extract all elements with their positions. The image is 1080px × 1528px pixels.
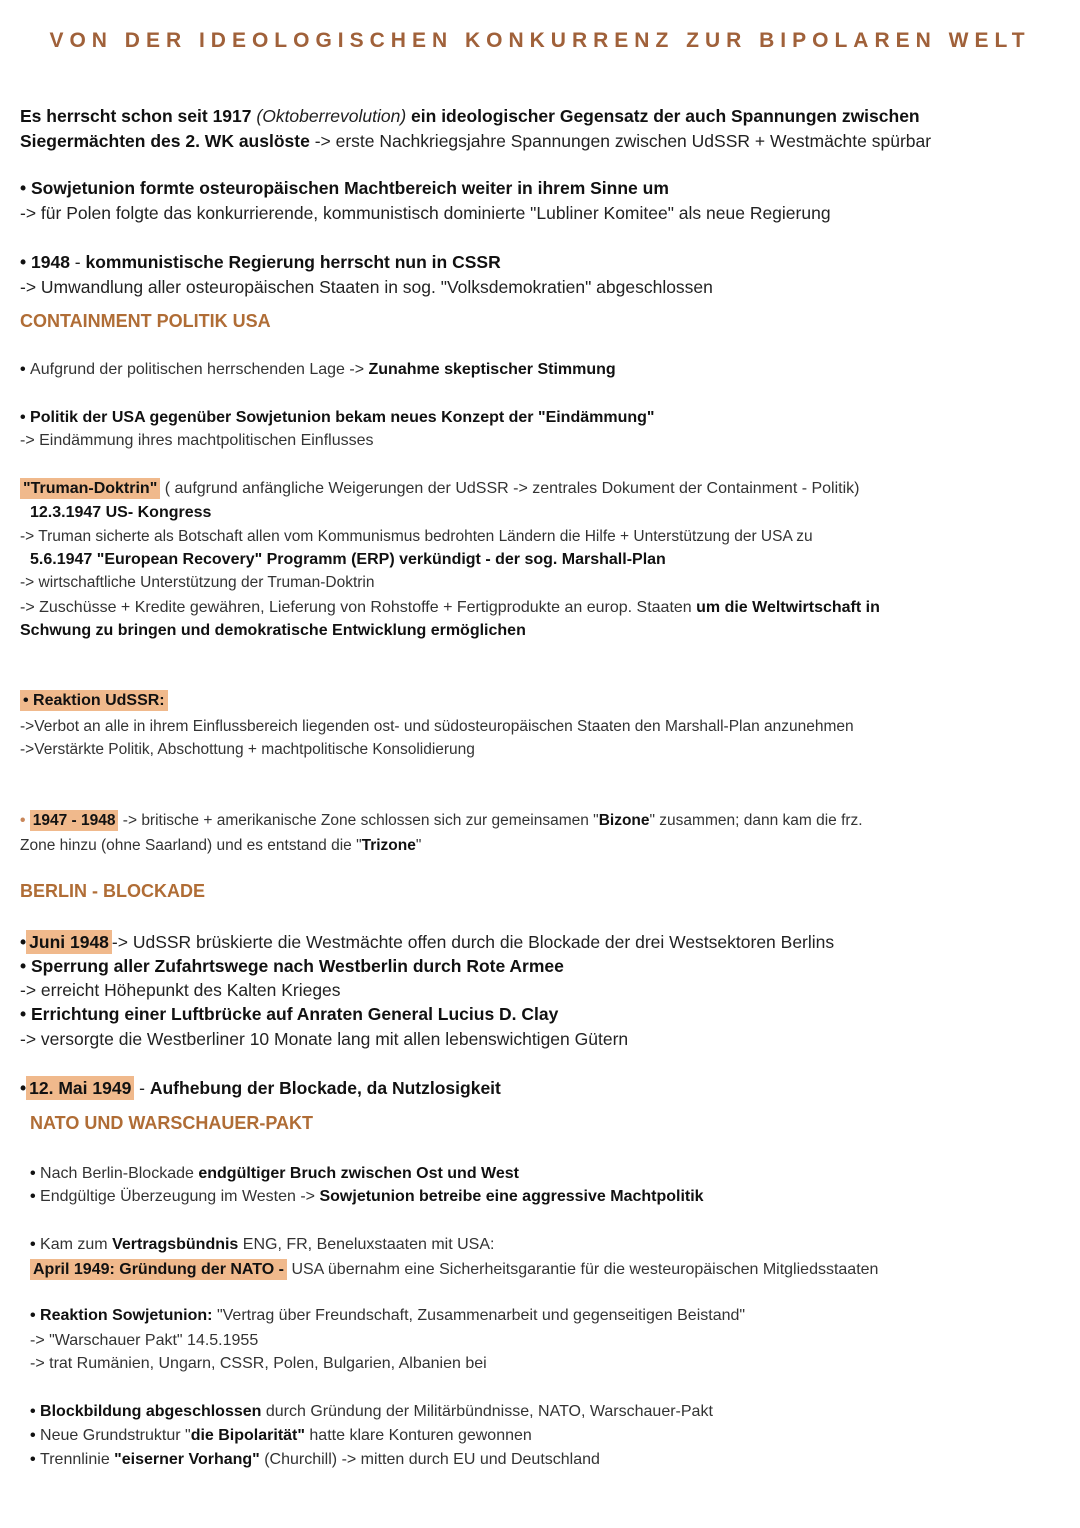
berlin-date-1-highlight: Juni 1948 <box>26 930 112 954</box>
erp-detail-3: Schwung zu bringen und demokratische Entwicklung ermöglichen <box>20 622 526 639</box>
soviet-sphere-bullet: • Sowjetunion formte osteuropäischen Machtbereich weiter in ihrem Sinne um <box>20 178 669 198</box>
truman-date: 12.3.1947 US- Kongress <box>30 504 212 521</box>
warsaw-pact-line: -> "Warschauer Pakt" 14.5.1955 <box>30 1332 259 1349</box>
truman-doctrine-line: "Truman-Doktrin" ( aufgrund anfängliche Weigerungen der UdSSR -> zentrales Dokument der Containment - Politik) <box>20 478 859 500</box>
reaction-detail-2: ->Verstärkte Politik, Abschottung + machtpolitische Konsolidierung <box>20 741 475 758</box>
trizone-line: Zone hinzu (ohne Saarland) und es entstand die "Trizone" <box>20 837 422 854</box>
bizone-years-highlight: 1947 - 1948 <box>30 810 119 831</box>
truman-doctrine-highlight: "Truman-Doktrin" <box>20 478 160 499</box>
berlin-line-5: -> versorgte die Westberliner 10 Monate lang mit allen lebenswichtigen Gütern <box>20 1029 629 1049</box>
berlin-line-3: -> erreicht Höhepunkt des Kalten Krieges <box>20 980 341 1000</box>
containment-bullet-2: • Politik der USA gegenüber Sowjetunion bekam neues Konzept der "Eindämmung" <box>20 409 655 426</box>
nato-bullet-1: • Nach Berlin-Blockade endgültiger Bruch zwischen Ost und West <box>30 1165 519 1182</box>
intro-line-2: Siegermächten des 2. WK auslöste -> erste Nachkriegsjahre Spannungen zwischen UdSSR + Westmächte spürbar <box>20 131 932 151</box>
cssr-bullet: • 1948 - kommunistische Regierung herrscht nun in CSSR <box>20 252 501 272</box>
intro-line-1: Es herrscht schon seit 1917 (Oktoberrevolution) ein ideologischer Gegensatz der auch Spannungen zwischen <box>20 106 920 126</box>
bizone-line: • 1947 - 1948 -> britische + amerikanische Zone schlossen sich zur gemeinsamen "Bizone" zusammen; dann kam die frz. <box>20 812 863 829</box>
nato-bullet-4: • Reaktion Sowjetunion: "Vertrag über Freundschaft, Zusammenarbeit und gegenseitigen Beistand" <box>30 1307 746 1324</box>
berlin-heading: BERLIN - BLOCKADE <box>20 881 205 901</box>
cssr-detail: -> Umwandlung aller osteuropäischen Staaten in sog. "Volksdemokratien" abgeschlossen <box>20 277 713 297</box>
truman-detail: -> Truman sicherte als Botschaft allen vom Kommunismus bedrohten Ländern die Hilfe + Unterstützung der USA zu <box>20 528 813 545</box>
nato-bullet-2: • Endgültige Überzeugung im Westen -> Sowjetunion betreibe eine aggressive Machtpolitik <box>30 1188 704 1205</box>
nato-heading: NATO UND WARSCHAUER-PAKT <box>30 1113 313 1133</box>
nato-bullet-7: • Trennlinie "eiserner Vorhang" (Churchill) -> mitten durch EU und Deutschland <box>30 1451 600 1468</box>
containment-bullet-1: • Aufgrund der politischen herrschenden Lage -> Zunahme skeptischer Stimmung <box>20 361 616 378</box>
erp-detail-2: -> Zuschüsse + Kredite gewähren, Lieferung von Rohstoffe + Fertigprodukte an europ. Staaten um die Weltwirtschaft in <box>20 599 880 616</box>
erp-detail-1: -> wirtschaftliche Unterstützung der Truman-Doktrin <box>20 574 375 591</box>
nato-bullet-6: • Neue Grundstruktur "die Bipolarität" hatte klare Konturen gewonnen <box>30 1427 532 1444</box>
nato-bullet-3: • Kam zum Vertragsbündnis ENG, FR, Beneluxstaaten mit USA: <box>30 1236 495 1253</box>
nato-bullet-5: • Blockbildung abgeschlossen durch Gründung der Militärbündnisse, NATO, Warschauer-Pakt <box>30 1403 713 1420</box>
containment-heading: CONTAINMENT POLITIK USA <box>20 311 271 331</box>
reaction-detail-1: ->Verbot an alle in ihrem Einflussbereich liegenden ost- und südosteuropäischen Staaten den Marshall-Plan anzunehmen <box>20 718 854 735</box>
nato-founding-highlight: April 1949: Gründung der NATO - <box>30 1259 287 1280</box>
containment-bullet-2-detail: -> Eindämmung ihres machtpolitischen Einflusses <box>20 432 374 449</box>
berlin-line-6: • 12. Mai 1949 - Aufhebung der Blockade, da Nutzlosigkeit <box>20 1078 501 1098</box>
reaction-udssr-highlight: • Reaktion UdSSR: <box>20 690 168 711</box>
page-title: VON DER IDEOLOGISCHEN KONKURRENZ ZUR BIPOLAREN WELT <box>49 29 1031 52</box>
nato-founding-line: April 1949: Gründung der NATO - USA übernahm eine Sicherheitsgarantie für die westeuropäischen Mitgliedsstaaten <box>30 1259 878 1281</box>
berlin-line-2: • Sperrung aller Zufahrtswege nach Westberlin durch Rote Armee <box>20 956 564 976</box>
soviet-sphere-detail: -> für Polen folgte das konkurrierende, kommunistisch dominierte "Lubliner Komitee" als neue Regierung <box>20 203 831 223</box>
berlin-line-1: • Juni 1948 -> UdSSR brüskierte die Westmächte offen durch die Blockade der drei Westsektoren Berlins <box>20 932 835 952</box>
berlin-date-2-highlight: 12. Mai 1949 <box>26 1076 134 1100</box>
warsaw-members-line: -> trat Rumänien, Ungarn, CSSR, Polen, Bulgarien, Albanien bei <box>30 1355 487 1372</box>
berlin-line-4: • Errichtung einer Luftbrücke auf Anraten General Lucius D. Clay <box>20 1004 559 1024</box>
erp-line: 5.6.1947 "European Recovery" Programm (ERP) verkündigt - der sog. Marshall-Plan <box>30 551 666 568</box>
reaction-udssr-line <box>20 690 168 712</box>
